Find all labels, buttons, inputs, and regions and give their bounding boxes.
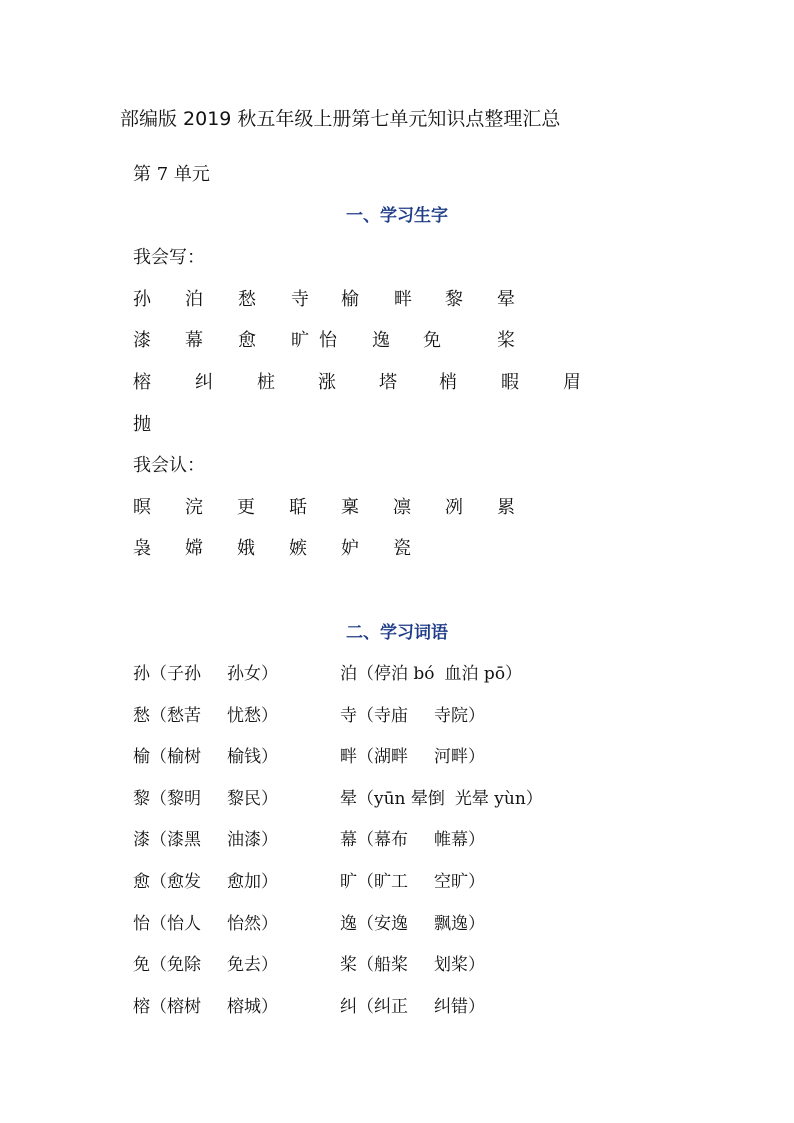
vocab-entry: 旷（旷工 空旷） (340, 872, 485, 892)
write-character: 泊 (185, 289, 203, 310)
vocab-entry: 愈（愈发 愈加） (133, 872, 278, 892)
read-character: 暝 (133, 497, 151, 518)
write-character: 眉 (563, 372, 581, 393)
section-heading-vocabulary: 二、学习词语 (346, 623, 448, 643)
write-character: 漆 (133, 330, 151, 351)
write-character: 梢 (439, 372, 457, 393)
write-character: 愈 (238, 330, 256, 351)
vocab-entry: 畔（湖畔 河畔） (340, 747, 485, 767)
write-character: 寺 (291, 289, 309, 310)
write-character: 纠 (195, 372, 213, 393)
read-character: 冽 (445, 497, 463, 518)
read-character: 更 (237, 497, 255, 518)
read-character: 嫉 (289, 538, 307, 559)
write-character: 暇 (501, 372, 519, 393)
write-character: 幕 (185, 330, 203, 351)
vocab-entry: 寺（寺庙 寺院） (340, 706, 485, 726)
write-character: 愁 (238, 289, 256, 310)
read-character: 累 (497, 497, 515, 518)
write-character: 榕 (133, 372, 151, 393)
write-character: 黎 (445, 289, 463, 310)
vocab-entry: 孙（子孙 孙女） (133, 664, 278, 684)
write-character: 免 (423, 330, 441, 351)
read-character: 聒 (289, 497, 307, 518)
read-label: 我会认： (133, 455, 205, 476)
write-character: 抛 (133, 414, 151, 435)
read-character: 瓷 (393, 538, 411, 559)
write-character: 涨 (318, 372, 336, 393)
write-character: 怡 (319, 330, 337, 351)
read-character: 浣 (185, 497, 203, 518)
vocab-entry: 榆（榆树 榆钱） (133, 747, 278, 767)
write-character: 畔 (394, 289, 412, 310)
vocab-entry: 愁（愁苦 忧愁） (133, 706, 278, 726)
vocab-entry: 纠（纠正 纠错） (340, 997, 485, 1017)
unit-label: 第 7 单元 (133, 164, 210, 185)
read-character: 娥 (237, 538, 255, 559)
write-character: 晕 (497, 289, 515, 310)
write-character: 塔 (379, 372, 397, 393)
section-heading-characters: 一、学习生字 (346, 206, 448, 226)
vocab-entry: 免（免除 免去） (133, 955, 278, 975)
vocab-entry: 黎（黎明 黎民） (133, 789, 278, 809)
write-character: 逸 (372, 330, 390, 351)
read-character: 稟 (341, 497, 359, 518)
read-character: 妒 (341, 538, 359, 559)
vocab-entry: 桨（船桨 划桨） (340, 955, 485, 975)
vocab-entry: 幕（幕布 帷幕） (340, 830, 485, 850)
write-character: 旷 (291, 330, 309, 351)
vocab-entry: 逸（安逸 飘逸） (340, 914, 485, 934)
read-character: 嫦 (185, 538, 203, 559)
write-character: 桩 (257, 372, 275, 393)
read-character: 凛 (393, 497, 411, 518)
vocab-entry: 漆（漆黑 油漆） (133, 830, 278, 850)
write-label: 我会写： (133, 247, 205, 268)
write-character: 桨 (497, 330, 515, 351)
document-title: 部编版 2019 秋五年级上册第七单元知识点整理汇总 (120, 108, 561, 130)
vocab-entry: 泊（停泊 bó 血泊 pō） (340, 664, 523, 684)
vocab-entry: 晕（yūn 晕倒 光晕 yùn） (340, 789, 543, 809)
vocab-entry: 榕（榕树 榕城） (133, 997, 278, 1017)
write-character: 榆 (341, 289, 359, 310)
read-character: 袅 (133, 538, 151, 559)
write-character: 孙 (133, 289, 151, 310)
vocab-entry: 怡（怡人 怡然） (133, 914, 278, 934)
